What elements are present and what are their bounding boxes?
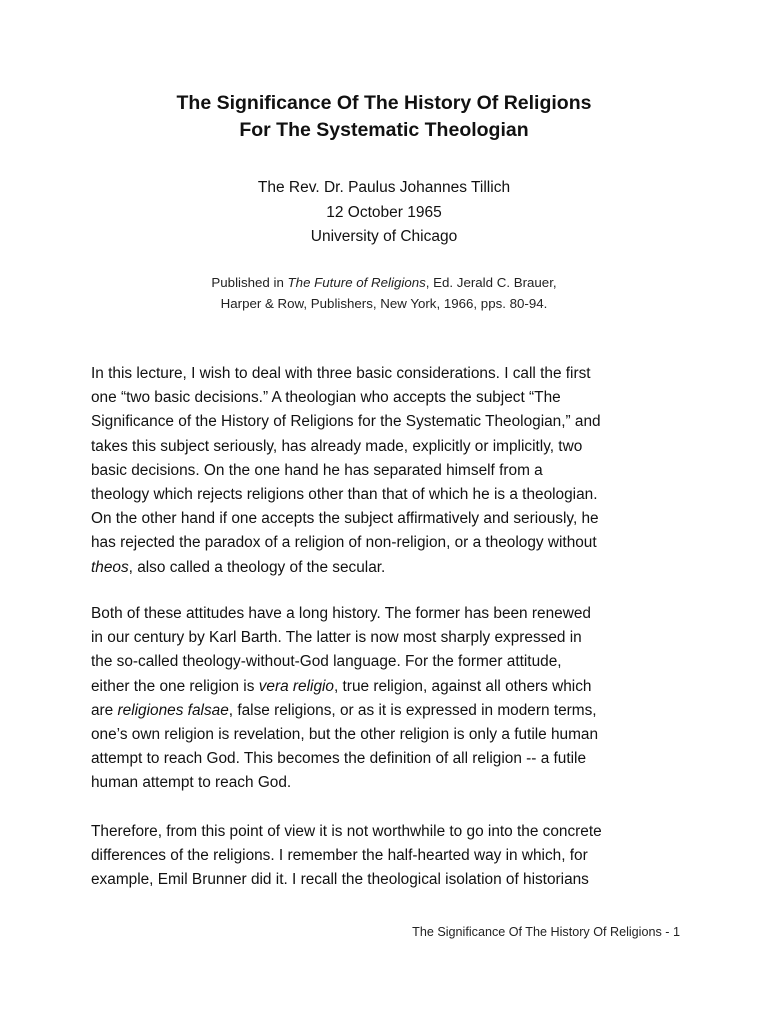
title-line-2: For The Systematic Theologian [239,119,529,141]
publication-editor: , Ed. Jerald C. Brauer, [425,275,557,290]
paragraph-line: In this lecture, I wish to deal with three basic considerations. I call the first [91,365,591,382]
publication-note [0,272,768,314]
paragraph-line [91,675,691,699]
publication-line-2: Harper & Row, Publishers, New York, 1966, pps. 80-94. [220,296,548,311]
paragraph-line: Both of these attitudes have a long history. The former has been renewed [91,605,591,622]
paragraph-line: human attempt to reach God. [91,774,292,792]
paragraph-line-rest: , true religion, against all others which [333,677,592,695]
italic-term: theos [91,558,129,576]
paragraph-line: On the other hand if one accepts the subject affirmatively and seriously, he [91,510,599,528]
paragraph-2 [91,602,691,796]
paragraph-line [91,556,691,580]
paragraph-line: one’s own religion is revelation, but the other religion is only a futile human [91,726,599,744]
italic-term: religiones falsae [117,701,229,719]
paragraph-line: differences of the religions. I remember the half-hearted way in which, for [91,847,588,865]
paragraph-line: in our century by Karl Barth. The latter is now most sharply expressed in [91,629,582,647]
paragraph-line-rest: , false religions, or as it is expressed in modern terms, [228,701,597,719]
paragraph-line: has rejected the paradox of a religion of non-religion, or a theology without [91,534,597,552]
paragraph-line: theology which rejects religions other than that of which he is a theologian. [91,486,598,504]
paragraph-1 [91,362,691,580]
page-footer: The Significance Of The History Of Religions - 1 [412,925,680,939]
publication-prefix: Published in [211,275,288,290]
publication-line-1 [0,272,768,293]
paragraph-line: Therefore, from this point of view it is not worthwhile to go into the concrete [91,823,602,840]
paragraph-line: takes this subject seriously, has already made, explicitly or implicitly, two [91,437,583,455]
title-line-1: The Significance Of The History Of Religions [176,92,592,114]
paragraph-line: example, Emil Brunner did it. I recall the theological isolation of historians [91,871,589,889]
paragraph-line [91,699,691,723]
paragraph-line: the so-called theology-without-God language. For the former attitude, [91,653,562,671]
paragraph-line-rest: , also called a theology of the secular. [128,558,386,576]
publication-book-title: The Future of Religions [287,275,426,290]
document-title [0,90,768,144]
paragraph-line-pre: are [91,701,118,719]
paragraph-line: one “two basic decisions.” A theologian who accepts the subject “The [91,389,561,407]
institution: University of Chicago [310,228,458,245]
byline [0,176,768,250]
paragraph-line: basic decisions. On the one hand he has separated himself from a [91,461,543,479]
italic-term: vera religio [258,677,334,695]
paragraph-line: Significance of the History of Religions for the Systematic Theologian,” and [91,413,601,431]
paragraph-line-pre: either the one religion is [91,677,259,695]
lecture-date: 12 October 1965 [326,203,442,221]
paragraph-line: attempt to reach God. This becomes the definition of all religion -- a futile [91,750,587,768]
author-name: The Rev. Dr. Paulus Johannes Tillich [257,179,511,196]
paragraph-3 [91,820,691,893]
